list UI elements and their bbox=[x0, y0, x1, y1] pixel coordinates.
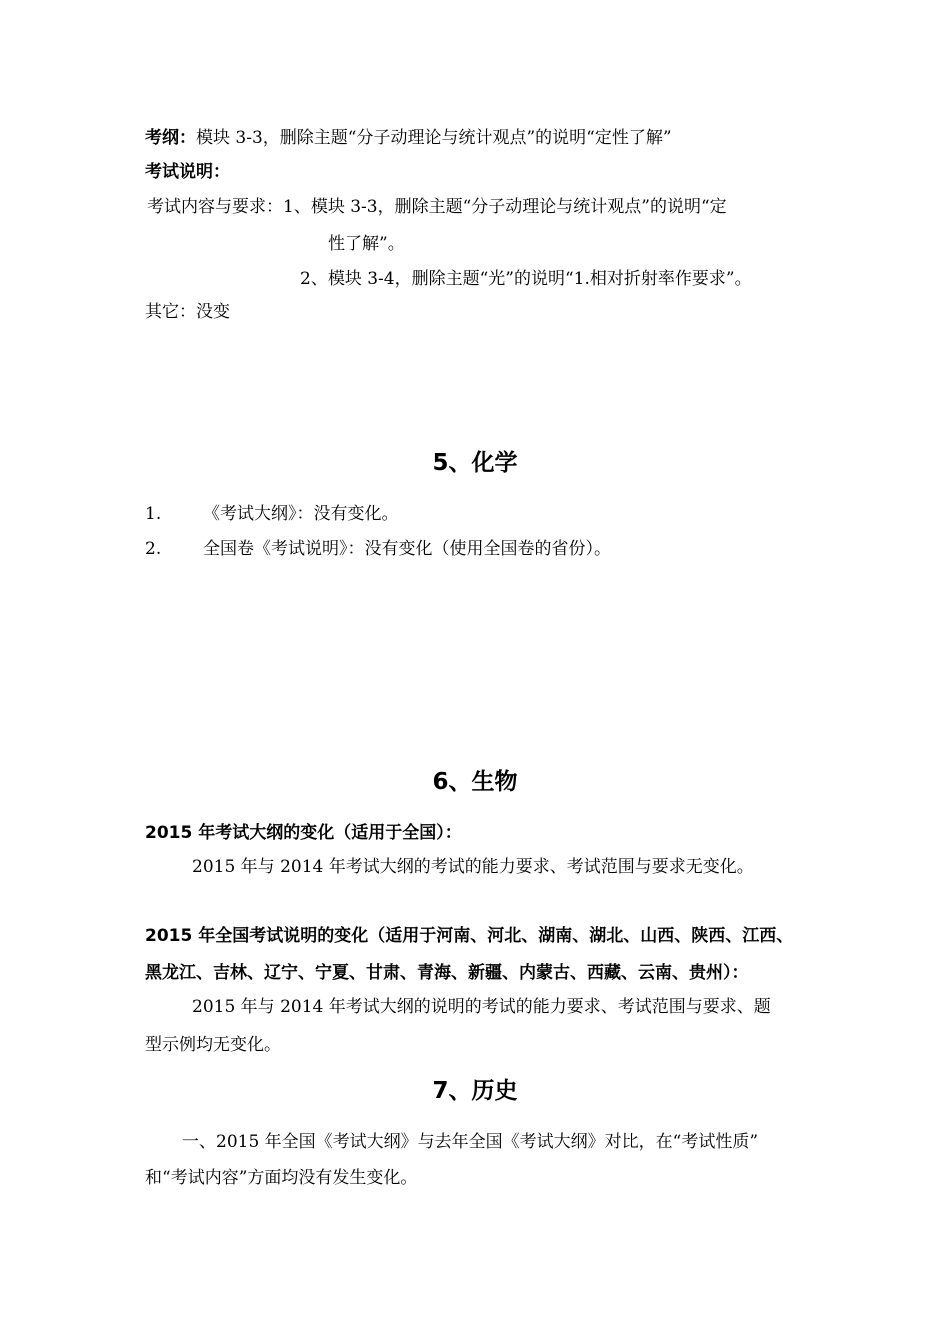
content-requirement-line bbox=[147, 196, 727, 218]
kaogang-label: 考纲： bbox=[145, 128, 196, 148]
biology-para2-line2: 型示例均无变化。 bbox=[145, 1035, 281, 1055]
item1-line2: 性了解”。 bbox=[328, 234, 405, 254]
other-line: 其它：没变 bbox=[145, 302, 230, 322]
biology-sub2-line1: 2015 年全国考试说明的变化（适用于河南、河北、湖南、湖北、山西、陕西、江西、 bbox=[145, 926, 794, 946]
kaoshi-shuoming-label: 考试说明： bbox=[145, 162, 230, 182]
chemistry-item-2-text: 全国卷《考试说明》：没有变化（使用全国卷的省份）。 bbox=[203, 539, 611, 559]
content-label: 考试内容与要求： bbox=[147, 197, 283, 217]
item1-line1: 1、模块 3-3，删除主题“分子动理论与统计观点”的说明“定 bbox=[283, 197, 727, 217]
chemistry-item-1-text: 《考试大纲》：没有变化。 bbox=[203, 504, 399, 524]
history-heading: 7、历史 bbox=[432, 1078, 518, 1104]
biology-para2-line1: 2015 年与 2014 年考试大纲的说明的考试的能力要求、考试范围与要求、题 bbox=[192, 997, 771, 1017]
chemistry-item-1-number: 1. bbox=[145, 504, 162, 524]
kaogang-line bbox=[145, 127, 672, 149]
biology-sub1: 2015 年考试大纲的变化（适用于全国）： bbox=[145, 823, 462, 843]
biology-heading: 6、生物 bbox=[432, 769, 518, 795]
kaogang-text: 模块 3-3，删除主题“分子动理论与统计观点”的说明“定性了解” bbox=[196, 128, 672, 148]
chemistry-heading: 5、化学 bbox=[432, 450, 518, 476]
biology-para1: 2015 年与 2014 年考试大纲的考试的能力要求、考试范围与要求无变化。 bbox=[192, 857, 754, 877]
biology-sub2-line2: 黑龙江、吉林、辽宁、宁夏、甘肃、青海、新疆、内蒙古、西藏、云南、贵州）： bbox=[145, 963, 749, 983]
history-para-line2: 和“考试内容”方面均没有发生变化。 bbox=[145, 1168, 418, 1188]
item2-line: 2、模块 3-4，删除主题“光”的说明“1.相对折射率作要求”。 bbox=[300, 269, 752, 289]
chemistry-item-2-number: 2. bbox=[145, 539, 162, 559]
history-para-line1: 一、2015 年全国《考试大纲》与去年全国《考试大纲》对比，在“考试性质” bbox=[182, 1132, 759, 1152]
